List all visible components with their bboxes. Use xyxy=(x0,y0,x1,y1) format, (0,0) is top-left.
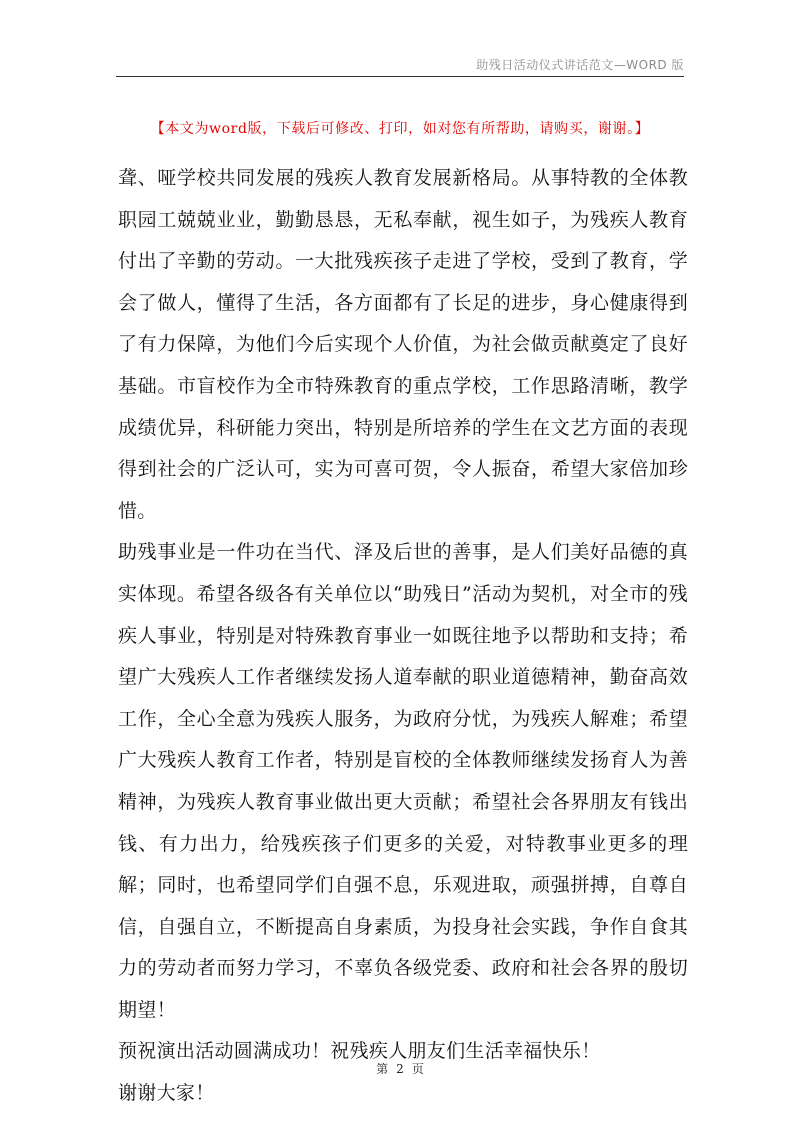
paragraph: 助残事业是一件功在当代、泽及后世的善事，是人们美好品德的真实体现。希望各级各有关单位以“助残日”活动为契机，对全市的残疾人事业，特别是对特殊教育事业一如既往地予以帮助和支持；希望广大残疾人工作者继续发扬人道奉献的职业道德精神，勤奋高效工作，全心全意为残疾人服务，为政府分忧，为残疾人解难；希望广大残疾人教育工作者，特别是盲校的全体教师继续发扬育人为善精神，为残疾人教育事业做出更大贡献；希望社会各界朋友有钱出钱、有力出力，给残疾孩子们更多的关爱，对特教事业更多的理解；同时，也希望同学们自强不息，乐观进取，顽强拼搏，自尊自信，自强自立，不断提高自身素质，为投身社会实践，争作自食其力的劳动者而努力学习，不辜负各级党委、政府和社会各界的殷切期望！ xyxy=(118,541,688,1021)
header-divider xyxy=(116,76,684,77)
download-notice: 【本文为word版，下载后可修改、打印，如对您有所帮助，请购买，谢谢。】 xyxy=(150,121,650,137)
paragraph: 谢谢大家！ xyxy=(118,1082,215,1105)
page-number-value: 2 xyxy=(396,1062,404,1076)
document-body xyxy=(118,158,688,1115)
page-number-prefix: 第 xyxy=(376,1062,389,1076)
document-header-title: 助残日活动仪式讲话范文—WORD 版 xyxy=(476,58,684,72)
paragraph: 预祝演出活动圆满成功！祝残疾人朋友们生活幸福快乐！ xyxy=(118,1040,601,1063)
page-number-suffix: 页 xyxy=(411,1062,424,1076)
page-number xyxy=(0,1060,800,1077)
paragraph: 聋、哑学校共同发展的残疾人教育发展新格局。从事特教的全体教职园工兢兢业业，勤勤恳恳，无私奉献，视生如子，为残疾人教育付出了辛勤的劳动。一大批残疾孩子走进了学校，受到了教育，学会了做人，懂得了生活，各方面都有了长足的进步，身心健康得到了有力保障，为他们今后实现个人价值，为社会做贡献奠定了良好基础。市盲校作为全市特殊教育的重点学校，工作思路清晰，教学成绩优异，科研能力突出，特别是所培养的学生在文艺方面的表现得到社会的广泛认可，实为可喜可贺，令人振奋，希望大家倍加珍惜。 xyxy=(118,167,688,522)
